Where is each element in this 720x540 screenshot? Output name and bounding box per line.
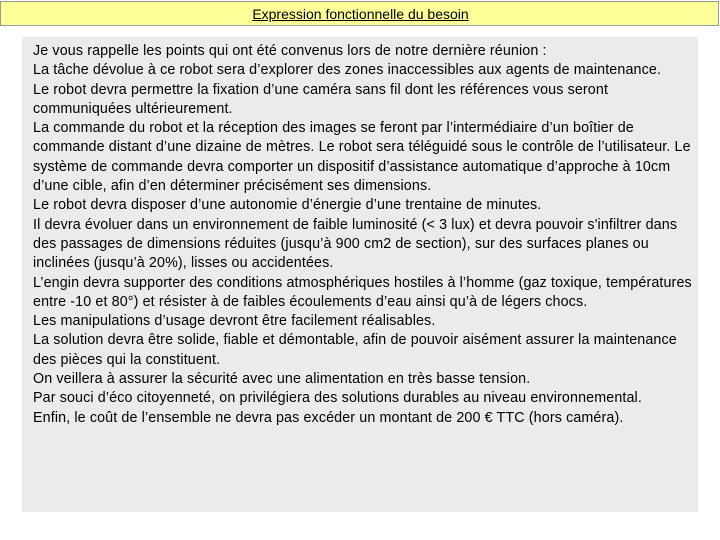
requirement-paragraph: L’engin devra supporter des conditions atmosphériques hostiles à l’homme (gaz toxique, températures entre -10 et 80°) et résister à de faibles écoulements d’eau ainsi qu’à de légers chocs. [33,274,692,310]
requirement-paragraph: On veillera à assurer la sécurité avec une alimentation en très basse tension. [33,371,531,388]
requirement-paragraph: Il devra évoluer dans un environnement de faible luminosité (< 3 lux) et devra pouvoir s'infiltrer dans des passages de dimensions réduites (jusqu’à 900 cm2 de section), sur des surfaces planes ou inclinées (jusqu’à 20%), lisses ou accidentées. [33,216,678,272]
requirement-paragraph: La solution devra être solide, fiable et démontable, afin de pouvoir aisément assurer la maintenance des pièces qui la constituent. [33,332,677,368]
requirement-paragraph: Les manipulations d’usage devront être facilement réalisables. [33,313,436,330]
requirement-paragraph: Je vous rappelle les points qui ont été convenus lors de notre dernière réunion : [33,43,547,59]
requirement-paragraph: Par souci d’éco citoyenneté, on privilégiera des solutions durables au niveau environnemental. [33,390,642,407]
requirement-paragraph: La commande du robot et la réception des images se feront par l’intermédiaire d’un boîtier de commande distant d’une dizaine de mètres. Le robot sera téléguidé sous le contrôle de l’utilisateur. Le système de commande devra comporter un dispositif d’assistance automatique d’approche à 10cm d’une cible, afin d’en déterminer précisément ses dimensions. [33,120,691,195]
requirement-paragraph: Le robot devra disposer d’une autonomie d’énergie d’une trentaine de minutes. [33,197,542,214]
page-title: Expression fonctionnelle du besoin [252,6,469,22]
requirement-paragraph: Enfin, le coût de l’ensemble ne devra pas excéder un montant de 200 € TTC (hors caméra). [33,409,624,426]
requirement-paragraph: Le robot devra permettre la fixation d’une caméra sans fil dont les références vous seront communiquées ultérieurement. [33,81,609,117]
requirements-list [33,42,693,428]
title-banner [0,1,719,26]
requirement-paragraph: La tâche dévolue à ce robot sera d’explorer des zones inaccessibles aux agents de maintenance. [33,62,662,79]
